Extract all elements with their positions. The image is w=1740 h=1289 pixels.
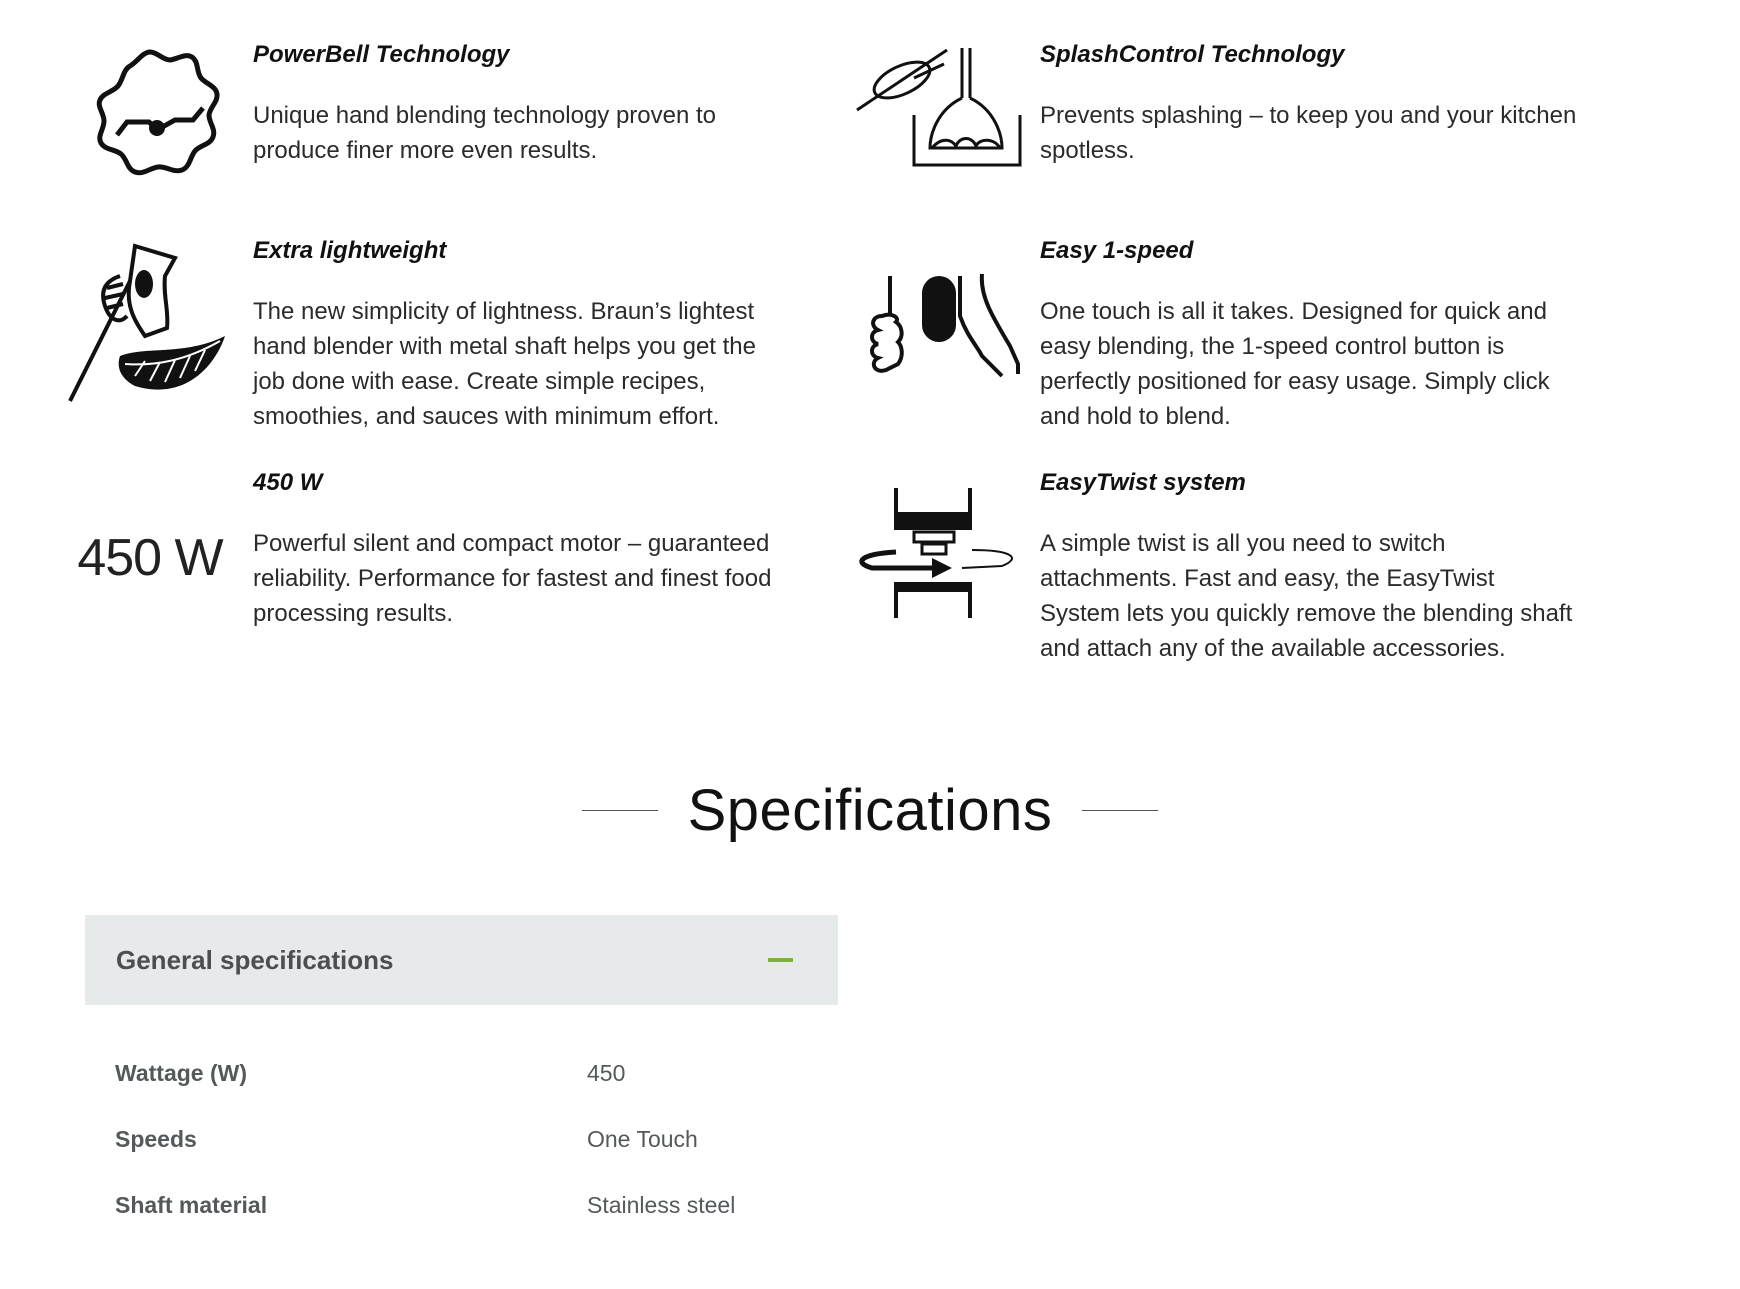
- feature-description: One touch is all it takes. Designed for quick and easy blending, the 1-speed control button is perfectly positioned for easy usage. Simply click and hold to blend.: [1040, 298, 1550, 430]
- collapse-minus-icon[interactable]: [768, 958, 793, 962]
- feature-description: Unique hand blending technology proven to produce finer more even results.: [253, 102, 717, 164]
- spec-key: Wattage (W): [115, 1060, 248, 1086]
- accordion-label: General specifications: [116, 945, 394, 975]
- spec-value: Stainless steel: [587, 1192, 736, 1218]
- spec-value: One Touch: [587, 1126, 698, 1152]
- feature-title: PowerBell Technology: [253, 41, 510, 68]
- one-speed-icon: [852, 236, 1022, 396]
- spec-row: [115, 1185, 835, 1225]
- feature-title: EasyTwist system: [1040, 469, 1246, 496]
- wattage-icon: [65, 518, 235, 598]
- feature-description: Prevents splashing – to keep you and your kitchen spotless.: [1040, 102, 1577, 164]
- spec-row: [115, 1119, 835, 1159]
- spec-key: Shaft material: [115, 1192, 268, 1218]
- lightweight-icon: [65, 236, 235, 406]
- wattage-icon-text: 450 W: [77, 529, 223, 587]
- easytwist-icon: [852, 478, 1022, 628]
- spec-row: [115, 1053, 835, 1093]
- specifications-heading: [0, 770, 1740, 850]
- feature-title: Extra lightweight: [253, 237, 447, 264]
- general-specifications-accordion[interactable]: [85, 915, 838, 1005]
- feature-description: Powerful silent and compact motor – guaranteed reliability. Performance for fastest and finest food processing results.: [253, 530, 772, 627]
- powerbell-icon: [65, 40, 235, 180]
- spec-value: 450: [587, 1060, 626, 1086]
- feature-title: 450 W: [253, 469, 323, 496]
- specifications-title: Specifications: [687, 777, 1053, 843]
- feature-description: The new simplicity of lightness. Braun’s lightest hand blender with metal shaft helps you get the job done with ease. Create simple recipes, smoothies, and sauces with minimum effort.: [253, 298, 756, 430]
- feature-title: Easy 1-speed: [1040, 237, 1194, 264]
- heading-divider-right: [1082, 810, 1158, 811]
- heading-divider-left: [582, 810, 658, 811]
- splash-control-icon: [852, 40, 1022, 180]
- feature-description: A simple twist is all you need to switch attachments. Fast and easy, the EasyTwist System lets you quickly remove the blending shaft and attach any of the available accessories.: [1040, 530, 1573, 662]
- feature-title: SplashControl Technology: [1040, 41, 1345, 68]
- spec-key: Speeds: [115, 1126, 197, 1152]
